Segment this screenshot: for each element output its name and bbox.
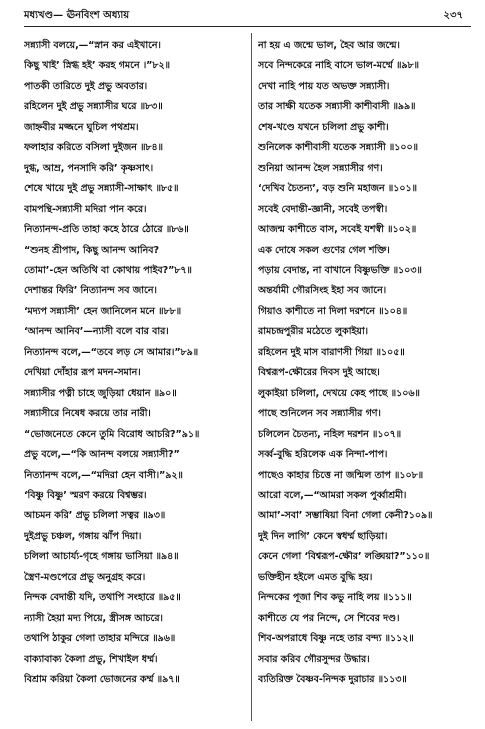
verse-line: নিত্যানন্দ-প্রতি তাহা কহে ঠারে ঠোরে ॥৮৬॥ <box>24 224 189 236</box>
verse-line: আমা’-সবা’ সম্ভাষিয়া বিনা গেলা কেনী?১০৯॥ <box>258 510 433 522</box>
verse-line: “শুনহ শ্রীপাদ, কিছু আনন্দ আনিব? <box>24 244 160 256</box>
verse-line: দুই দিন লাগি’ কেনে স্বধর্ম্ম ছাড়িয়া। <box>258 530 388 542</box>
verse-line: অন্তর্যামী গৌরসিংহ ইহা সব জানে। <box>258 285 387 297</box>
verse-line: কেনে গেলা ‘বিশ্বরূপ-ক্ষৌর’ লঙ্ঘিয়া?”১১০॥ <box>258 551 430 563</box>
verse-line: ‘দেখিব চৈতন্য’, বড় শুনি মহাজন ॥১০১॥ <box>258 183 417 195</box>
verse-line: ন্যাসী হৈয়া মদ্য পিয়ে, স্ত্রীসঙ্গ আচরে। <box>24 612 163 624</box>
verse-line: প্রভু বলে,—“কি আনন্দ বলয়ে সন্ন্যাসী?” <box>24 449 180 461</box>
verse-line: পড়ায় বেদান্ত, না বাখানে বিষ্ণুভক্তি ॥১০৩॥ <box>258 264 422 276</box>
verse-line: নিত্যানন্দ বলে,—“তবে লড় সে আমার।”৮৯॥ <box>24 346 199 358</box>
verse-line: বিশ্বরূপ-ক্ষৌরের দিবস দুই আছে। <box>258 367 380 379</box>
verse-line: স্ত্রৈণ-মণ্ডপেরে প্রভু অনুগ্রহ করে। <box>24 571 146 583</box>
verse-line: দেশান্তর ফিরি’ নিত্যানন্দ সব জানে। <box>24 285 157 297</box>
verse-line: চলিলা আচার্য্য-গৃহে গঙ্গায় ভাসিয়া ॥৯৪॥ <box>24 551 179 563</box>
verse-line: সবেই বেদান্তী-জ্ঞানী, সবেই তপস্বী। <box>258 203 388 215</box>
verse-line: পাছে শুনিলেন সব সন্ন্যাসীর গণ। <box>258 408 381 420</box>
verse-line: গিয়াও কাশীতে না দিলা দরশনে ॥১০৪॥ <box>258 305 408 317</box>
verse-line: আচমন করি’ প্রভু চলিলা সত্বর ॥৯৩॥ <box>24 510 166 522</box>
verse-line: পাতকী তারিতে দুই প্রভু অবতার। <box>24 80 148 92</box>
verse-line: ভক্তিহীন হইলে এমত বুদ্ধি হয়। <box>258 571 373 583</box>
verse-line: কাশীতে যে পর নিন্দে, সে শিবের দণ্ড। <box>258 612 400 624</box>
verse-line: নিন্দক বেদান্তী যদি, তথাপি সংহারে ॥৯৫॥ <box>24 592 181 604</box>
verse-line: রহিলেন দুই মাস বারাণসী গিয়া ॥১০৫॥ <box>258 346 405 358</box>
verse-line: লুকাইয়া চলিলা, দেখয়ে কেহ পাছে ॥১০৬॥ <box>258 387 420 399</box>
verse-line: জাহ্নবীর মজ্জনে ঘুচিল পথশ্রম। <box>24 121 139 133</box>
running-title: মধ্যখণ্ড— ঊনবিংশ অধ্যায় <box>24 10 130 21</box>
verse-line: সর্ব্ব-বুদ্ধি হরিলেক এক নিন্দা-পাপ। <box>258 449 388 461</box>
verse-line: শিব-অপরাধে বিষ্ণু নহে তার বন্দ্য ॥১১২॥ <box>258 633 414 645</box>
verse-line: সবে নিন্দকেরে নাহি বাসে ভাল-মর্ম্মে ॥৯৮॥ <box>258 60 419 72</box>
verse-line: বিশ্রাম করিয়া কৈলা ভোজনের কর্ম্ম ॥৯৭॥ <box>24 674 180 686</box>
right-column <box>258 36 471 691</box>
verse-line: ‘মদ্যপ সন্ন্যাসী’ হেন জানিলেন মনে ॥৮৮॥ <box>24 305 182 317</box>
verse-line: দেখা নাহি পায় যত অভক্ত সন্ন্যাসী। <box>258 80 390 92</box>
verse-line: তোমা’-হেন অতিথি বা কোথায় পাইব?”৮৭॥ <box>24 264 192 276</box>
verse-line: নিত্যানন্দ বলে,—“মদিরা হেন বাসী।”৯২॥ <box>24 469 183 481</box>
verse-line: ব্যতিরিক্ত বৈষ্ণব-নিন্দক দুরাচার ॥১১৩॥ <box>258 674 407 686</box>
verse-line: সন্ন্যাসীর পত্নী চাহে জুড়িয়া ধেয়ান ॥৯০॥ <box>24 387 177 399</box>
verse-line: রহিলেন দুই প্রভু সন্ন্যাসীর ঘরে ॥৮৩॥ <box>24 101 163 113</box>
verse-line: শেষে খায়ে দুই প্রভু সন্ন্যাসী-সাক্ষাৎ ॥৮৫॥ <box>24 183 179 195</box>
verse-line: ‘বিষ্ণু বিষ্ণু’ স্মরণ করয়ে বিশ্বম্ভর। <box>24 489 147 501</box>
verse-line: আরো বলে,—“আমরা সকল পুর্ব্বাশ্রমী। <box>258 489 407 501</box>
verse-line: দুগ্ধ, আম্র, পনসাদি করি’ কৃষ্ণসাৎ। <box>24 162 154 174</box>
verse-line: ‘আনন্দ আনিব’—ন্যাসী বলে বার বার। <box>24 326 169 338</box>
header-rule <box>24 26 471 27</box>
verse-line: আজন্ম কাশীতে বাস, সবেই যশস্বী ॥১০২॥ <box>258 224 417 236</box>
verse-line: পাছেও কাহার চিত্তে না জন্মিল তাপ ॥১০৮॥ <box>258 469 424 481</box>
verse-line: সন্ন্যাসী বলয়ে,—“স্নান কর এইখানে। <box>24 40 161 51</box>
verse-line: নিন্দকের পূজা শিব কভু নাহি লয় ॥১১১॥ <box>258 592 412 604</box>
verse-line: সন্ন্যাসীরে নিষেধ করয়ে তার নারী। <box>24 408 151 420</box>
verse-line: বাক্যাবাক্য কৈলা প্রভু, শিখাইল ধর্ম্ম। <box>24 653 158 665</box>
verse-line: রামচন্দ্রপুরীর মঠেতে লুকাইয়া। <box>258 326 368 338</box>
verse-line: কিছু খাই’ স্নিগ্ধ হই’ করহ গমনে ।”৮২॥ <box>24 60 170 72</box>
verse-line: সবার করিব গৌরসুন্দর উদ্ধার। <box>258 653 370 665</box>
verse-line: না হয় এ জন্মে ভাল, হৈব আর জন্মে। <box>258 40 400 51</box>
verse-line: “ভোজনেতে কেনে তুমি বিরোধ আচরি?”৯১॥ <box>24 428 200 440</box>
verse-line: তার সাক্ষী যতেক সন্ন্যাসী কাশীবাসী ॥৯৯॥ <box>258 101 416 113</box>
verse-line: শুনিলেক কাশীবাসী যতেক সন্ন্যাসী ॥১০০॥ <box>258 142 418 154</box>
verse-line: শুনিয়া আনন্দ হৈল সন্ন্যাসীর গণ। <box>258 162 383 174</box>
page-number: ২৩৭ <box>443 10 463 21</box>
column-divider <box>251 33 252 721</box>
page-header <box>24 6 471 24</box>
verse-line: এক দোষে সকল গুণের গেল শক্তি। <box>258 244 390 256</box>
verse-line: শেষ-খণ্ডে যখনে চলিলা প্রভু কাশী। <box>258 121 389 133</box>
verse-line: তথাপি ঠাকুর গেলা তাহার মন্দিরে ॥৯৬॥ <box>24 633 176 645</box>
left-column <box>24 36 246 691</box>
verse-line: ফলাহার করিতে বসিলা দুইজন ॥৮৪॥ <box>24 142 163 154</box>
verse-line: দেখিয়া দোঁহার রূপ মদন-সমান। <box>24 367 141 379</box>
verse-line: বামপন্থি-সন্ন্যাসী মদিরা পান করে। <box>24 203 147 215</box>
verse-line: দুইপ্রভু চঞ্চল, গঙ্গায় ঝাঁপ দিয়া। <box>24 530 142 542</box>
verse-line: চলিলেন চৈতন্য, নহিল দরশন ॥১০৭॥ <box>258 428 402 440</box>
